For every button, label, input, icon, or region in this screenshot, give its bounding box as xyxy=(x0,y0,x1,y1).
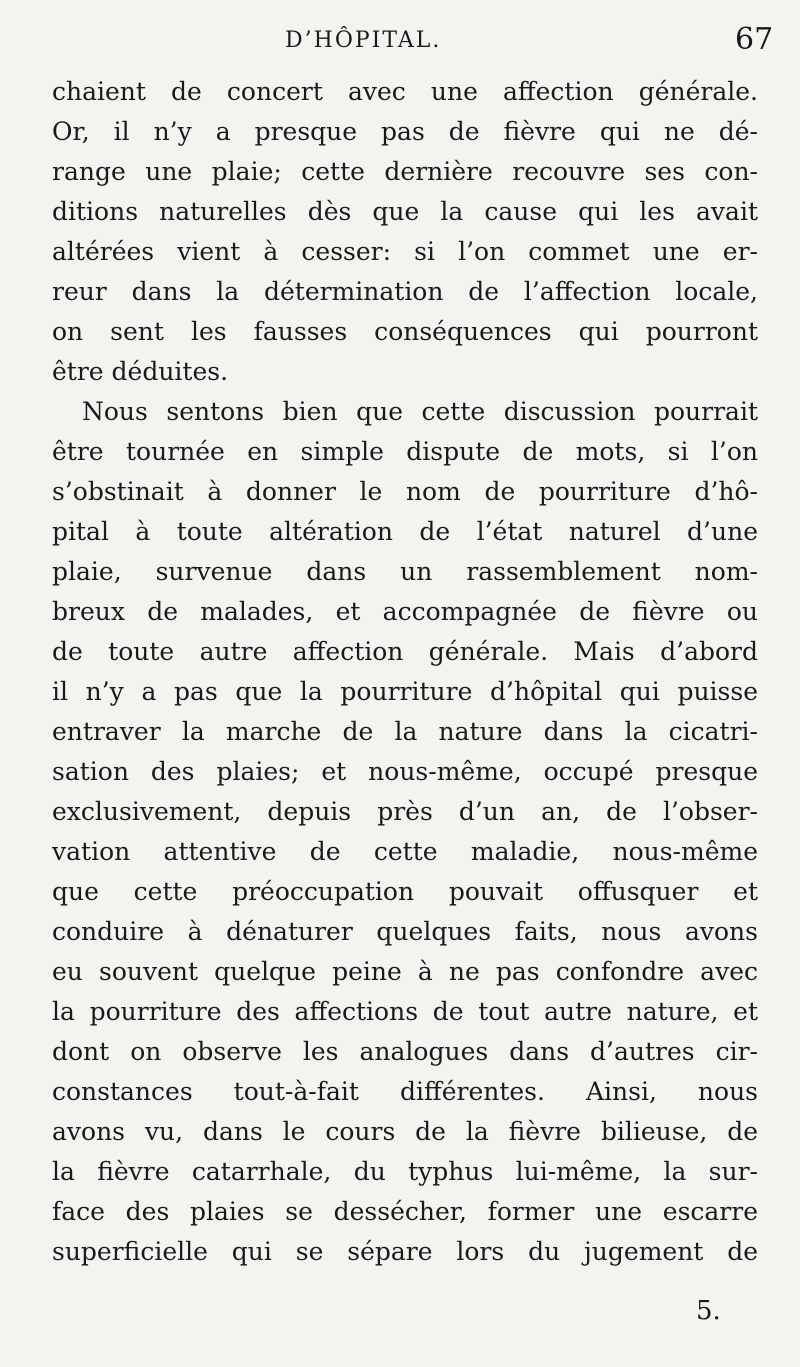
text-line: Nous sentons bien que cette discussion pourrait xyxy=(82,397,758,426)
text-line: être déduites. xyxy=(52,357,229,386)
text-line: sation des plaies; et nous-même, occupé presque xyxy=(52,757,758,786)
text-line: être tournée en simple dispute de mots, si l’on xyxy=(52,437,758,466)
text-line: pital à toute altération de l’état naturel d’une xyxy=(52,517,758,546)
text-line: face des plaies se dessécher, former une escarre xyxy=(52,1197,758,1226)
text-line: range une plaie; cette dernière recouvre ses con- xyxy=(52,157,758,186)
text-line: on sent les fausses conséquences qui pourront xyxy=(52,317,758,346)
text-line: la pourriture des affections de tout autre nature, et xyxy=(52,997,758,1026)
text-line: plaie, survenue dans un rassemblement nom- xyxy=(52,557,758,586)
text-line: de toute autre affection générale. Mais d’abord xyxy=(52,637,758,666)
page-number: 67 xyxy=(735,22,774,57)
text-line: il n’y a pas que la pourriture d’hôpital qui puisse xyxy=(52,677,758,706)
text-line: superficielle qui se sépare lors du jugement de xyxy=(52,1237,758,1266)
running-head: D’HÔPITAL. xyxy=(285,28,442,53)
text-line: breux de malades, et accompagnée de fièvre ou xyxy=(52,597,758,626)
text-line: entraver la marche de la nature dans la cicatri- xyxy=(52,717,758,746)
text-line: dont on observe les analogues dans d’autres cir- xyxy=(52,1037,758,1066)
text-line: constances tout-à-fait différentes. Ainsi, nous xyxy=(52,1077,758,1106)
text-line: s’obstinait à donner le nom de pourriture d’hô- xyxy=(52,477,758,506)
text-line: ditions naturelles dès que la cause qui les avait xyxy=(52,197,758,226)
text-line: eu souvent quelque peine à ne pas confondre avec xyxy=(52,957,758,986)
text-line: chaient de concert avec une affection générale. xyxy=(52,77,758,106)
page-header xyxy=(0,22,800,62)
text-line: la fièvre catarrhale, du typhus lui-même, la sur- xyxy=(52,1157,758,1186)
signature-mark: 5. xyxy=(696,1296,721,1326)
text-line: que cette préoccupation pouvait offusquer et xyxy=(52,877,758,906)
body-text xyxy=(52,72,758,1272)
text-line: Or, il n’y a presque pas de fièvre qui ne dé- xyxy=(52,117,758,146)
text-line: vation attentive de cette maladie, nous-même xyxy=(52,837,758,866)
text-line: exclusivement, depuis près d’un an, de l’obser- xyxy=(52,797,758,826)
text-line: avons vu, dans le cours de la fièvre bilieuse, de xyxy=(52,1117,758,1146)
text-line: altérées vient à cesser: si l’on commet une er- xyxy=(52,237,758,266)
text-line: reur dans la détermination de l’affection locale, xyxy=(52,277,758,306)
text-line: conduire à dénaturer quelques faits, nous avons xyxy=(52,917,758,946)
